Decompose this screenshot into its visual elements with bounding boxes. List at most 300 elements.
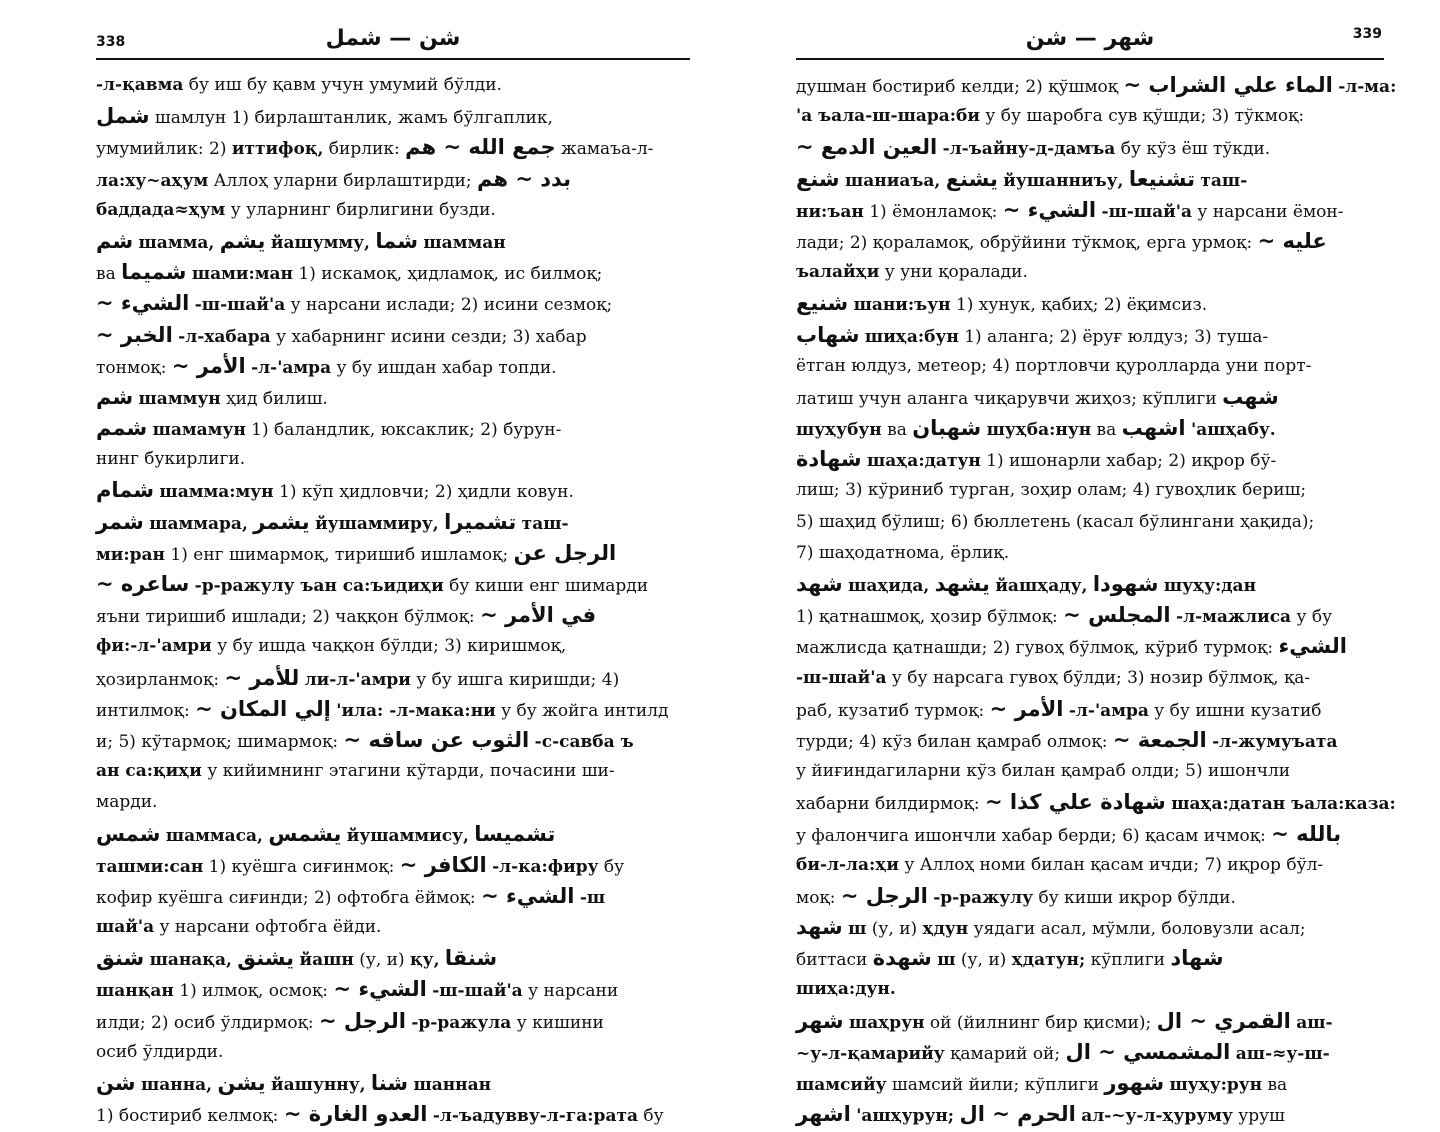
transliteration: -р-ражула <box>411 1012 512 1033</box>
transliteration: шаммун <box>138 388 221 409</box>
text-line <box>96 101 690 132</box>
arabic-term: بالله ~ <box>1271 821 1342 846</box>
transliteration: ш <box>937 950 956 971</box>
transliteration: шаҳида, <box>848 576 930 596</box>
transliteration: -с-савба ъ <box>534 731 634 752</box>
definition-text: 1) ёмонламоқ: <box>863 201 1003 222</box>
definition-text: яъни тиришиб ишлади; 2) чаққон бўлмоқ: <box>96 607 481 628</box>
transliteration: би-л-ла:ҳи <box>796 854 899 875</box>
transliteration: шамма, <box>138 232 215 253</box>
text-line <box>796 725 1384 756</box>
definition-text: 1) баландлик, юксаклик; 2) бурун- <box>245 420 562 441</box>
arabic-term: الجمعة ~ <box>1112 727 1207 752</box>
text-line <box>796 444 1384 475</box>
transliteration: -л-хабара <box>178 326 271 347</box>
transliteration: шамсийу <box>796 1075 887 1095</box>
text-line <box>96 475 690 506</box>
definition-text: у бу ишга киришди; 4) <box>410 669 620 690</box>
arabic-term: شهاب <box>796 322 860 347</box>
arabic-term: شما <box>375 228 418 253</box>
transliteration: 'ашҳурун; <box>856 1106 955 1127</box>
text-line <box>96 694 690 725</box>
right-page <box>796 18 1397 1130</box>
left-page-header <box>96 18 690 60</box>
transliteration: -л-мажлиса <box>1176 607 1292 628</box>
arabic-term: الرجل ~ <box>319 1008 406 1033</box>
definition-text: уруш <box>1232 1106 1285 1127</box>
arabic-term: شهودا <box>1092 572 1159 596</box>
text-line <box>96 974 690 1005</box>
definition-text: 1) енг шимармоқ, тиришиб ишламоқ; <box>165 544 514 565</box>
arabic-term: شهور <box>1104 1071 1165 1095</box>
arabic-term: الشيء ~ <box>1002 197 1097 222</box>
definition-text: жамаъа-л- <box>555 139 654 160</box>
arabic-term: الحرم ~ ال <box>959 1102 1076 1127</box>
text-line <box>796 164 1384 195</box>
definition-text: кофир куёшга сиғинди; 2) офтобга ёймоқ: <box>96 887 482 908</box>
definition-text: 1) ишонарли хабар; 2) иқрор бў- <box>980 451 1277 472</box>
text-line <box>96 132 690 163</box>
right-page-header <box>796 18 1384 60</box>
transliteration: -ш-шай'а <box>194 295 286 316</box>
definition-text: бу кўз ёш тўкди. <box>1115 139 1271 160</box>
text-line <box>796 631 1384 662</box>
right-page-text <box>796 60 1397 1130</box>
transliteration: йашҳаду, <box>995 576 1088 596</box>
definition-text: Аллоҳ уларни бирлаштирди; <box>208 170 477 191</box>
definition-text: бу киши иқрор бўлди. <box>1033 887 1236 908</box>
transliteration: ш <box>848 919 867 940</box>
arabic-term: يشمر <box>253 509 310 534</box>
transliteration: ал-~у-л-ҳуруму <box>1081 1106 1233 1127</box>
text-line <box>96 195 690 226</box>
arabic-term: إلي المكان ~ <box>195 696 331 721</box>
transliteration: 'ашҳабу. <box>1191 420 1276 441</box>
text-line <box>796 694 1384 725</box>
arabic-term: تشنيعا <box>1128 166 1195 191</box>
arabic-term: شهب <box>1222 384 1279 409</box>
definition-text: 7) шаҳодатнома, ёрлиқ. <box>796 542 1010 563</box>
arabic-term: في الأمر ~ <box>480 603 597 628</box>
transliteration: ла:ху~аҳум <box>96 170 209 191</box>
arabic-term: الرجل عن <box>513 540 617 565</box>
arabic-term: يشم <box>219 228 266 253</box>
text-line <box>796 881 1384 912</box>
definition-text: у йиғиндагиларни кўз билан қамраб олди; 5) ишончли <box>796 761 1291 782</box>
transliteration: -ш-шай'а <box>432 981 523 1002</box>
arabic-term: اشهب <box>1121 416 1186 441</box>
arabic-term: شنع <box>796 166 840 191</box>
transliteration: -ш-шай'а <box>796 667 887 688</box>
text-line <box>796 413 1384 444</box>
transliteration: йашн <box>299 950 354 971</box>
transliteration: ҳдатун; <box>1011 950 1086 971</box>
text-line <box>96 351 690 382</box>
text-line <box>796 351 1384 382</box>
arabic-term: شهد <box>796 915 843 940</box>
transliteration: -р-ражулу <box>933 887 1034 908</box>
definition-text: марди. <box>96 792 158 813</box>
definition-text: у кишини <box>511 1012 604 1033</box>
arabic-term: شهبان <box>912 416 982 441</box>
definition-text: кўплиги <box>1085 950 1171 971</box>
transliteration: шаҳа:датан ъала:каза: <box>1171 794 1396 815</box>
arabic-term: يشنع <box>945 166 998 191</box>
definition-text: душман бостириб келди; 2) қўшмоқ <box>796 77 1124 97</box>
text-line <box>96 164 690 195</box>
arabic-term: شنقا <box>444 946 498 971</box>
text-line <box>96 819 690 850</box>
transliteration: ни:ъан <box>796 201 864 222</box>
arabic-term: شمل <box>96 104 150 129</box>
arabic-term: اشهر <box>796 1102 851 1127</box>
definition-text: 5) шаҳид бўлиш; 6) бюллетень (касал бўлингани ҳақида); <box>796 511 1315 532</box>
definition-text: илди; 2) осиб ўлдирмоқ: <box>96 1012 320 1033</box>
arabic-term: شهد <box>796 572 843 596</box>
definition-text: и; 5) кўтармоқ; шимармоқ: <box>96 731 344 752</box>
transliteration: фи:-л-'амри <box>96 636 212 657</box>
transliteration: шамамун <box>152 420 246 441</box>
definition-text: бирлик: <box>323 139 406 160</box>
definition-text: тонмоқ: <box>96 357 172 378</box>
text-line <box>96 850 690 881</box>
arabic-term: الشيء ~ <box>481 883 575 908</box>
arabic-term: تشميسا <box>474 821 556 846</box>
transliteration: шаҳа:датун <box>866 451 981 472</box>
transliteration: баддада≈ҳум <box>96 199 226 220</box>
text-line <box>96 538 690 569</box>
definition-text: биттаси <box>796 950 873 971</box>
text-line <box>796 226 1384 257</box>
text-line <box>796 132 1384 163</box>
arabic-term: المشمسي ~ ال <box>1065 1039 1231 1064</box>
arabic-term: يشمس <box>268 821 342 846</box>
arabic-term: يشن <box>217 1071 266 1095</box>
right-page-number: 339 <box>1352 26 1382 42</box>
transliteration: шуҳу:дан <box>1163 576 1257 596</box>
transliteration: -л-ъайну-д-дамъа <box>942 139 1116 160</box>
text-line <box>96 70 690 101</box>
text-line <box>96 787 690 818</box>
arabic-term: بدد ~ هم <box>476 166 572 191</box>
definition-text: ҳид билиш. <box>220 388 328 409</box>
transliteration: ми:ран <box>96 544 165 565</box>
definition-text: уядаги асал, мўмли, боловузли асал; <box>968 919 1306 940</box>
definition-text: раб, кузатиб турмоқ: <box>796 700 990 721</box>
definition-text: бу <box>598 856 625 877</box>
definition-text: шамлун 1) бирлаштанлик, жамъ бўлгаплик, <box>149 108 553 129</box>
text-line <box>796 507 1384 538</box>
transliteration: шанқан <box>96 981 174 1002</box>
transliteration: -л-ка:фиру <box>492 856 599 877</box>
transliteration: -л-ъадувву-л-га:рата <box>432 1106 639 1127</box>
arabic-term: ساعره ~ <box>96 572 190 596</box>
arabic-term: شهاد <box>1170 946 1224 971</box>
arabic-term: يشنق <box>237 946 295 971</box>
definition-text: шамсий йили; кўплиги <box>886 1075 1105 1095</box>
definition-text: (у, и) <box>353 950 411 971</box>
arabic-term: شمم <box>96 416 148 441</box>
transliteration: ташми:сан <box>96 856 204 877</box>
text-line <box>96 943 690 974</box>
transliteration: аш-≈у-ш- <box>1235 1043 1330 1064</box>
definition-text: у бу ишни кузатиб <box>1148 700 1322 721</box>
arabic-term: شنق <box>96 946 145 971</box>
definition-text: у бу <box>1291 607 1333 628</box>
transliteration: ли-л-'амри <box>304 669 411 690</box>
definition-text: лади; 2) қораламоқ, обрўйини тўкмоқ, ерга урмоқ: <box>796 232 1258 253</box>
definition-text: у бу нарсага гувоҳ бўлди; 3) нозир бўлмоқ, қа- <box>886 667 1311 688</box>
left-running-head: شن — شمل <box>325 26 461 51</box>
arabic-term: الكافر ~ <box>399 852 487 877</box>
text-line <box>96 1006 690 1037</box>
definition-text: ва <box>1091 420 1122 441</box>
transliteration: -л-қавма <box>96 75 184 95</box>
arabic-term: شنا <box>370 1071 409 1095</box>
text-line <box>796 1068 1384 1099</box>
definition-text: у нарсани <box>522 981 619 1002</box>
arabic-term: للأمر ~ <box>224 665 300 690</box>
text-line <box>96 257 690 288</box>
definition-text: осиб ўлдирди. <box>96 1041 224 1062</box>
arabic-term: شمس <box>96 821 161 846</box>
arabic-term: العدو الغارة ~ <box>283 1102 428 1127</box>
transliteration: -ш <box>579 887 606 908</box>
text-line <box>96 382 690 413</box>
text-line <box>796 912 1384 943</box>
arabic-term: يشهد <box>934 572 990 596</box>
definition-text: хабарни билдирмоқ: <box>796 794 985 815</box>
arabic-term: شهدة <box>872 946 932 971</box>
definition-text: у фалончига ишончли хабар берди; 6) қасам ичмоқ: <box>796 825 1272 846</box>
arabic-term: الشيء ~ <box>96 291 190 316</box>
arabic-term: الأمر ~ <box>171 353 246 378</box>
arabic-term: شهر <box>796 1008 844 1033</box>
text-line <box>96 663 690 694</box>
arabic-term: العين الدمع ~ <box>796 135 938 160</box>
transliteration: таш- <box>1200 170 1248 191</box>
text-line <box>796 974 1384 1005</box>
arabic-term: الخبر ~ <box>96 322 173 347</box>
definition-text: интилмоқ: <box>96 700 196 721</box>
text-line <box>96 507 690 538</box>
text-line <box>96 600 690 631</box>
definition-text: (у, и) <box>955 950 1012 971</box>
definition-text: мажлисда қатнашди; 2) гувоҳ бўлмоқ, кўриб турмоқ: <box>796 638 1279 659</box>
text-line <box>796 943 1384 974</box>
text-line <box>96 725 690 756</box>
definition-text: 1) бостириб келмоқ: <box>96 1106 284 1127</box>
transliteration: -л-'амра <box>251 357 332 378</box>
transliteration: шани:ъун <box>853 295 951 316</box>
transliteration: иттифоқ, <box>231 139 324 160</box>
text-line <box>96 320 690 351</box>
left-page-number: 338 <box>96 34 126 50</box>
transliteration: ~у-л-қамарийу <box>796 1043 945 1064</box>
transliteration: 'ила: -л-мака:ни <box>336 700 496 721</box>
text-line <box>796 101 1384 132</box>
arabic-term: جمع الله ~ هم <box>405 135 556 160</box>
text-line <box>796 475 1384 506</box>
definition-text: у уни қоралади. <box>879 262 1028 283</box>
definition-text: 1) искамоқ, ҳидламоқ, ис билмоқ; <box>292 264 603 285</box>
arabic-term: شميما <box>121 260 187 285</box>
text-line <box>796 538 1384 569</box>
definition-text: нинг букирлиги. <box>96 449 246 470</box>
definition-text: лиш; 3) кўриниб турган, зоҳир олам; 4) гувоҳлик бериш; <box>796 480 1307 501</box>
left-page <box>96 18 690 1130</box>
definition-text: у нарсани ислади; 2) исини сезмоқ; <box>285 295 613 316</box>
definition-text: (у, и) <box>866 919 923 940</box>
text-line <box>96 569 690 600</box>
transliteration: аш- <box>1296 1012 1333 1033</box>
definition-text: қамарий ой; <box>944 1043 1066 1064</box>
text-line <box>796 257 1384 288</box>
transliteration: -л-жумуъата <box>1212 731 1338 752</box>
definition-text: бу киши енг шимарди <box>443 576 649 596</box>
transliteration: шаниаъа, <box>844 170 941 191</box>
arabic-term: شمر <box>96 509 144 534</box>
transliteration: ҳдун <box>922 919 969 940</box>
arabic-term: شن <box>96 1071 136 1095</box>
transliteration: йушаммису, <box>346 825 469 846</box>
text-line <box>796 195 1384 226</box>
transliteration: шамман <box>423 232 506 253</box>
text-line <box>96 631 690 662</box>
definition-text: ҳозирланмоқ: <box>96 669 225 690</box>
arabic-term: شم <box>96 228 134 253</box>
arabic-term: المجلس ~ <box>1063 603 1171 628</box>
text-line <box>96 444 690 475</box>
arabic-term: الرجل ~ <box>840 883 928 908</box>
definition-text: у хабарнинг исини сезди; 3) хабар <box>270 326 587 347</box>
transliteration: қу, <box>410 950 440 971</box>
transliteration: ан са:қиҳи <box>96 761 202 782</box>
transliteration: йашунну, <box>271 1075 366 1095</box>
arabic-term: الثوب عن ساقه ~ <box>343 727 530 752</box>
transliteration: шаммаса, <box>165 825 263 846</box>
definition-text: у нарсани офтобга ёйди. <box>154 917 382 938</box>
transliteration: шай'а <box>96 917 155 938</box>
transliteration: 'а ъала-ш-шара:би <box>796 106 980 127</box>
definition-text: у кийимнинг этагини кўтарди, почасини ши- <box>201 761 615 782</box>
transliteration: шуҳу:рун <box>1169 1075 1263 1095</box>
definition-text: 1) кўп ҳидловчи; 2) ҳидли ковун. <box>273 482 574 503</box>
text-line <box>796 756 1384 787</box>
text-line <box>796 1006 1384 1037</box>
transliteration: шаммара, <box>149 513 248 534</box>
text-line <box>796 569 1384 600</box>
arabic-term: الشيء ~ <box>333 977 427 1002</box>
definition-text: 1) аланга; 2) ёруғ юлдуз; 3) тушa- <box>958 326 1269 347</box>
transliteration: шанақа, <box>149 950 232 971</box>
text-line <box>796 663 1384 694</box>
definition-text: у бу ишда чаққон бўлди; 3) киришмоқ, <box>211 636 567 657</box>
text-line <box>796 288 1384 319</box>
text-line <box>796 600 1384 631</box>
arabic-term: عليه ~ <box>1257 228 1327 253</box>
definition-text: у Аллоҳ номи билан қасам ичди; 7) иқрор бўл- <box>898 854 1324 875</box>
definition-text: ой (йилнинг бир қисми); <box>924 1012 1157 1033</box>
text-line <box>796 1099 1384 1130</box>
text-line <box>96 1099 690 1130</box>
definition-text: у бу шаробга сув қўшди; 3) тўкмоқ: <box>980 106 1305 127</box>
text-line <box>796 1037 1384 1068</box>
definition-text: латиш учун аланга чиқарувчи жиҳоз; кўплиги <box>796 388 1223 409</box>
transliteration: йушаммиру, <box>315 513 439 534</box>
transliteration: -р-ражулу ъан са:ъидиҳи <box>194 576 444 596</box>
text-line <box>96 1068 690 1099</box>
text-line <box>96 288 690 319</box>
transliteration: шаннан <box>413 1075 492 1095</box>
arabic-term: شمام <box>96 478 155 503</box>
arabic-term: شهادة علي كذا ~ <box>984 790 1166 815</box>
transliteration: шаҳрун <box>848 1012 925 1033</box>
definition-text: 1) илмоқ, осмоқ: <box>173 981 334 1002</box>
right-running-head: شهر — شن <box>1025 26 1155 51</box>
transliteration: шиҳа:бун <box>864 326 959 347</box>
transliteration: шуҳубун <box>796 420 882 441</box>
arabic-term: الأمر ~ <box>989 696 1064 721</box>
arabic-term: الشيء <box>1278 634 1347 659</box>
definition-text: турди; 4) кўз билан қамраб олмоқ: <box>796 731 1113 752</box>
text-line <box>96 881 690 912</box>
arabic-term: تشميرا <box>444 509 517 534</box>
definition-text: ва <box>881 420 913 441</box>
text-line <box>796 850 1384 881</box>
definition-text: ётган юлдуз, метеор; 4) портловчи қуролларда уни порт- <box>796 355 1312 376</box>
text-line <box>96 756 690 787</box>
definition-text: 1) куёшга сиғинмоқ: <box>203 856 400 877</box>
definition-text: 1) қатнашмоқ, ҳозир бўлмоқ: <box>796 607 1064 628</box>
text-line <box>96 1037 690 1068</box>
left-page-text <box>96 60 690 1130</box>
text-line <box>796 382 1384 413</box>
arabic-term: شنيع <box>796 291 849 316</box>
transliteration: ъалайҳи <box>796 262 880 283</box>
transliteration: шамма:мун <box>159 482 274 503</box>
transliteration: шиҳа:дун. <box>796 979 896 1000</box>
transliteration: -ш-шай'а <box>1101 201 1193 222</box>
transliteration: шанна, <box>140 1075 213 1095</box>
definition-text: бу <box>638 1106 664 1127</box>
definition-text: ва <box>1262 1075 1288 1095</box>
arabic-term: الماء علي الشراب ~ <box>1123 73 1333 97</box>
text-line <box>796 787 1396 818</box>
text-line <box>796 819 1384 850</box>
transliteration: шами:ман <box>191 264 293 285</box>
definition-text: у бу ишдан хабар топди. <box>331 357 557 378</box>
arabic-term: شم <box>96 384 134 409</box>
text-line <box>796 70 1397 101</box>
transliteration: -л-ма: <box>1338 77 1397 97</box>
definition-text: моқ: <box>796 887 841 908</box>
text-line <box>96 912 690 943</box>
transliteration: йушанниъу, <box>1003 170 1124 191</box>
definition-text: умумийлик: 2) <box>96 139 232 160</box>
transliteration: йашумму, <box>270 232 370 253</box>
transliteration: таш- <box>521 513 569 534</box>
definition-text: у бу жойга интилд <box>495 700 669 721</box>
arabic-term: القمري ~ ال <box>1156 1008 1291 1033</box>
transliteration: -л-'амра <box>1068 700 1149 721</box>
definition-text: 1) хунук, қабиҳ; 2) ёқимсиз. <box>950 295 1208 316</box>
text-line <box>796 320 1384 351</box>
definition-text: у нарсани ёмон- <box>1192 201 1344 222</box>
text-line <box>96 226 690 257</box>
text-line <box>96 413 690 444</box>
definition-text: у уларнинг бирлигини бузди. <box>225 199 496 220</box>
